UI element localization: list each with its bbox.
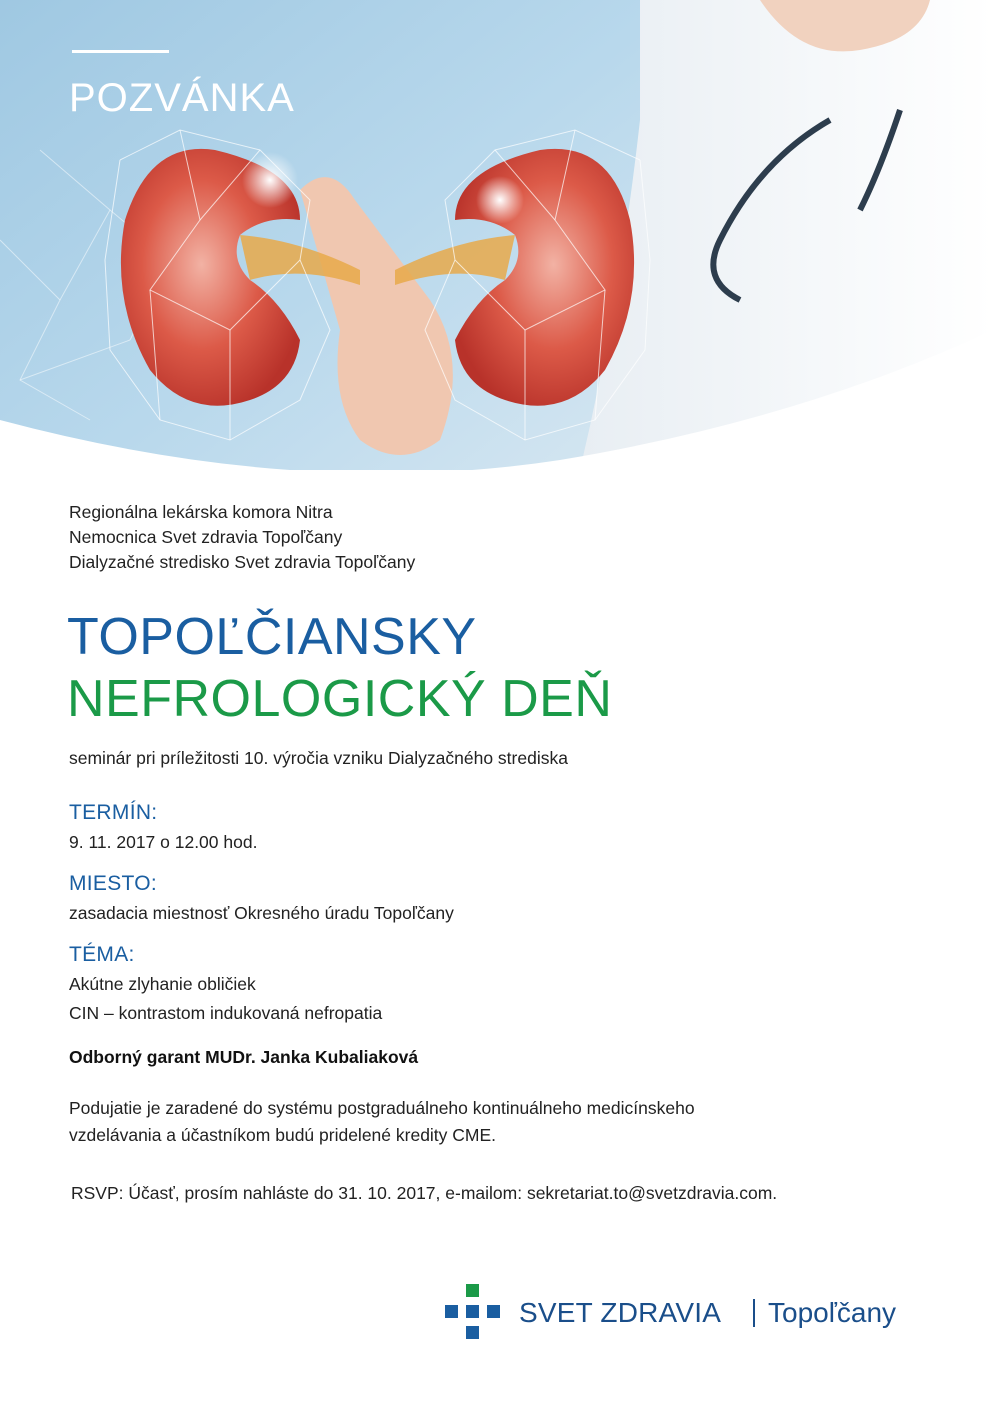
invitation-label: POZVÁNKA bbox=[69, 76, 295, 120]
logo-divider bbox=[753, 1299, 755, 1327]
cross-logo-icon bbox=[445, 1284, 501, 1340]
cme-line: vzdelávania a účastníkom budú pridelené kredity CME. bbox=[69, 1125, 497, 1145]
organizer-line: Regionálna lekárska komora Nitra bbox=[69, 502, 333, 522]
tema-line: Akútne zlyhanie obličiek bbox=[69, 974, 256, 994]
hero-illustration bbox=[0, 0, 993, 470]
logo-name: SVET ZDRAVIA bbox=[519, 1297, 722, 1328]
title-line-1: TOPOĽČIANSKY bbox=[67, 608, 477, 666]
termin-heading: TERMÍN: bbox=[69, 801, 158, 824]
tema-line: CIN – kontrastom indukovaná nefropatia bbox=[69, 1003, 383, 1023]
cme-notice bbox=[69, 1095, 695, 1149]
organizers bbox=[69, 500, 415, 575]
miesto-heading: MIESTO: bbox=[69, 872, 158, 895]
termin-text: 9. 11. 2017 o 12.00 hod. bbox=[69, 832, 258, 852]
event-title bbox=[67, 606, 612, 730]
miesto-text: zasadacia miestnosť Okresného úradu Topoľčany bbox=[69, 903, 454, 923]
hero-image bbox=[0, 0, 993, 470]
organizer-line: Nemocnica Svet zdravia Topoľčany bbox=[69, 527, 343, 547]
cme-line: Podujatie je zaradené do systému postgraduálneho kontinuálneho medicínskeho bbox=[69, 1098, 695, 1118]
tema-heading: TÉMA: bbox=[69, 943, 135, 966]
garant: Odborný garant MUDr. Janka Kubaliaková bbox=[69, 1047, 419, 1067]
svet-zdravia-logo bbox=[445, 1284, 925, 1340]
header-rule bbox=[72, 50, 169, 53]
organizer-line: Dialyzačné stredisko Svet zdravia Topoľčany bbox=[69, 552, 416, 572]
title-line-2: NEFROLOGICKÝ DEŇ bbox=[67, 670, 613, 728]
logo-city: Topoľčany bbox=[768, 1297, 897, 1328]
rsvp: RSVP: Účasť, prosím nahláste do 31. 10. 2017, e-mailom: sekretariat.to@svetzdravia.com. bbox=[71, 1183, 778, 1203]
event-subtitle: seminár pri príležitosti 10. výročia vzniku Dialyzačného strediska bbox=[69, 748, 568, 768]
